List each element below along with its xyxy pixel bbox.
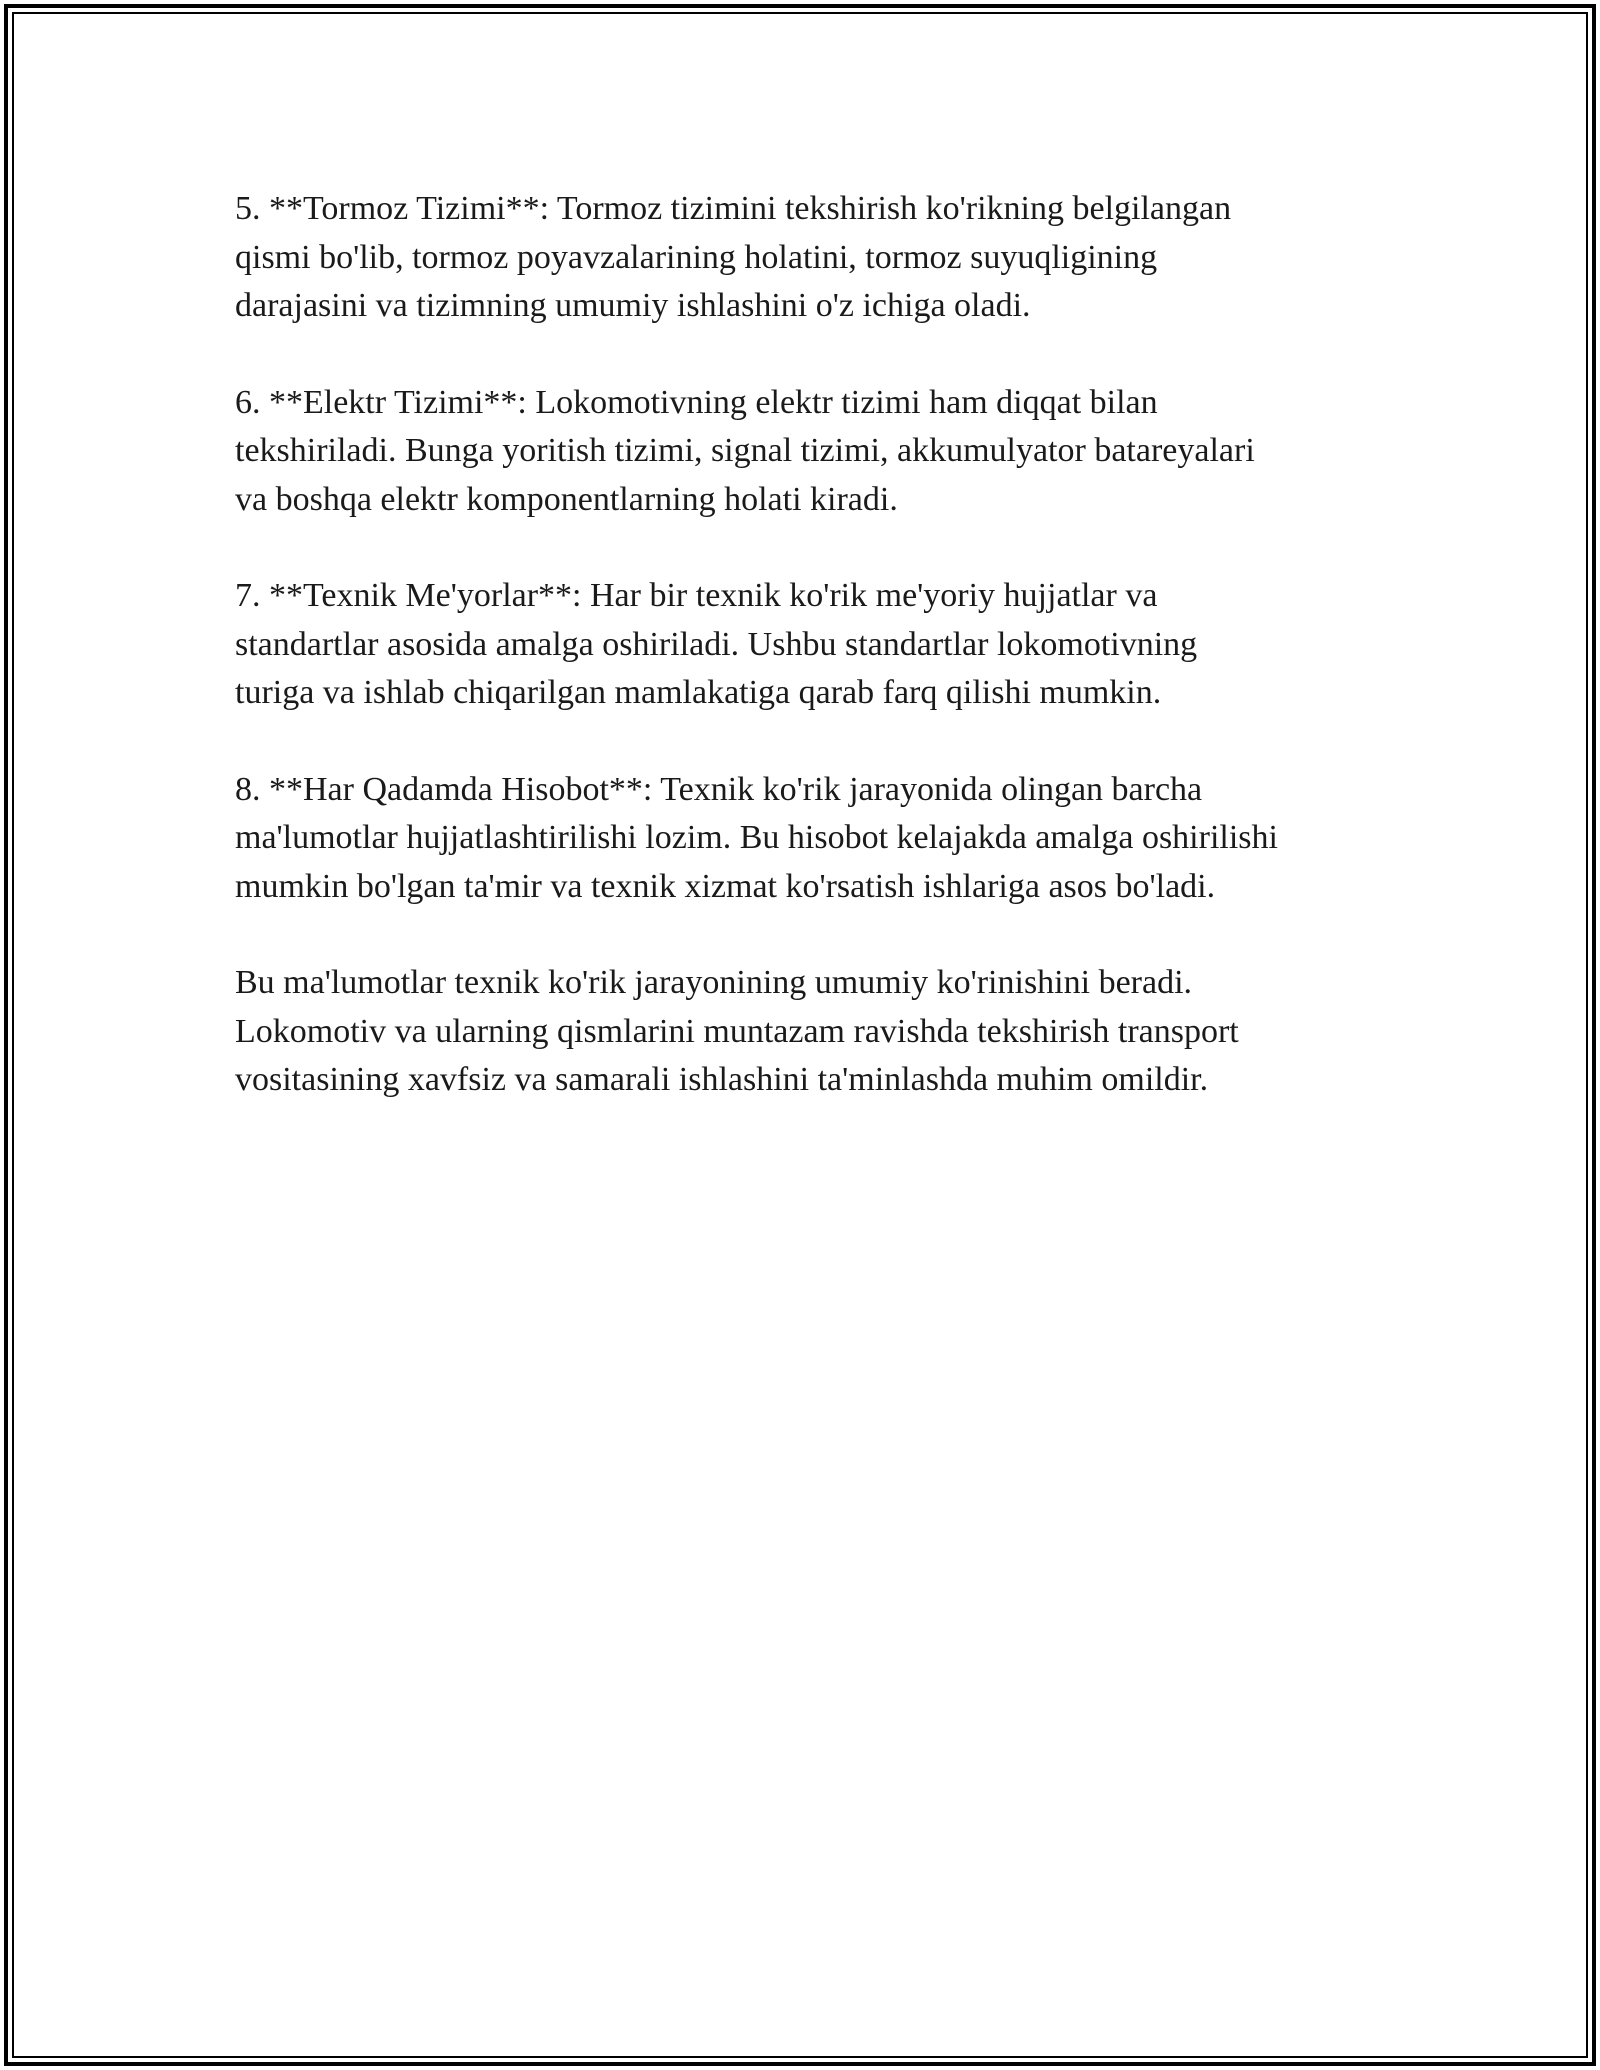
text-line: 8. **Har Qadamda Hisobot**: Texnik ko'rik jarayonida olingan barcha [235, 770, 1203, 808]
text-line: 5. **Tormoz Tizimi**: Tormoz tizimini tekshirish ko'rikning belgilangan [235, 190, 1232, 227]
text-line: turiga va ishlab chiqarilgan mamlakatiga qarab farq qilishi mumkin. [235, 674, 1162, 711]
paragraph-tormoz-tizimi [235, 185, 1395, 331]
paragraph-texnik-meyorlar [235, 572, 1395, 718]
text-line: mumkin bo'lgan ta'mir va texnik xizmat ko'rsatish ishlariga asos bo'ladi. [235, 867, 1216, 905]
text-line: tekshiriladi. Bunga yoritish tizimi, signal tizimi, akkumulyator batareyalari [235, 432, 1255, 469]
paragraph-har-qadamda-hisobot [235, 766, 1395, 912]
text-line: 7. **Texnik Me'yorlar**: Har bir texnik ko'rik me'yoriy hujjatlar va [235, 577, 1158, 614]
text-line: va boshqa elektr komponentlarning holati kiradi. [235, 480, 898, 518]
text-line: vositasining xavfsiz va samarali ishlashini ta'minlashda muhim omildir. [235, 1061, 1209, 1098]
paragraph-elektr-tizimi [235, 379, 1395, 525]
text-line: 6. **Elektr Tizimi**: Lokomotivning elektr tizimi ham diqqat bilan [235, 383, 1158, 421]
text-line: Bu ma'lumotlar texnik ko'rik jarayonining umumiy ko'rinishini beradi. [235, 964, 1193, 1001]
document-body [235, 185, 1395, 1153]
text-line: ma'lumotlar hujjatlashtirilishi lozim. Bu hisobot kelajakda amalga oshirilishi [235, 819, 1278, 856]
text-line: darajasini va tizimning umumiy ishlashini o'z ichiga oladi. [235, 287, 1031, 324]
text-line: standartlar asosida amalga oshiriladi. Ushbu standartlar lokomotivning [235, 625, 1198, 663]
text-line: qismi bo'lib, tormoz poyavzalarining holatini, tormoz suyuqligining [235, 238, 1158, 276]
paragraph-conclusion [235, 959, 1395, 1105]
text-line: Lokomotiv va ularning qismlarini muntazam ravishda tekshirish transport [235, 1012, 1239, 1050]
